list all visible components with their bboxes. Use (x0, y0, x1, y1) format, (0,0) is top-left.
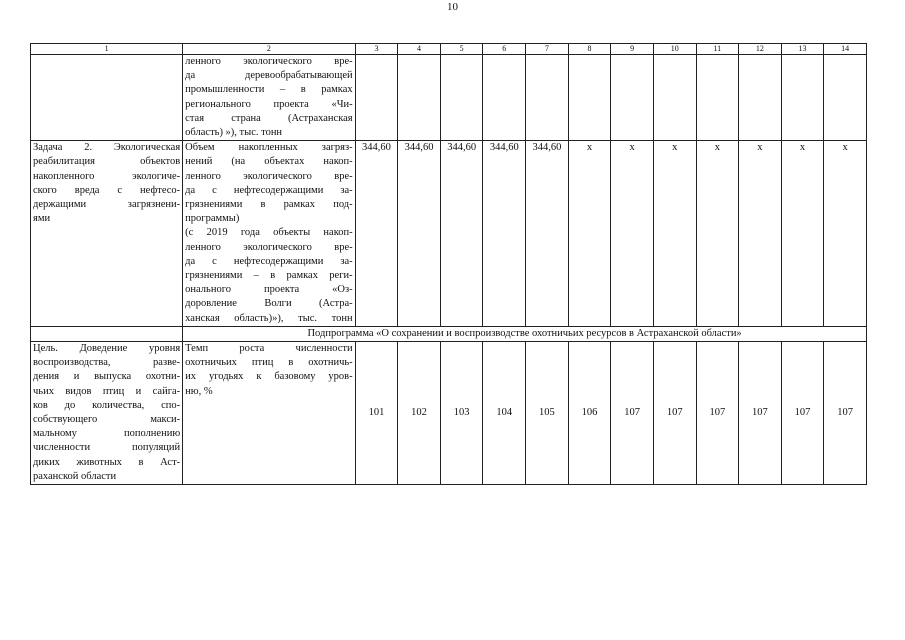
text-line: промышленности – в рамках (185, 84, 353, 96)
column-number: 7 (526, 44, 569, 55)
value-cell: x (653, 141, 696, 327)
text-line: численности популяций (33, 442, 181, 454)
text-line: ленного экологического вре- (185, 56, 353, 67)
value-cell: 107 (739, 342, 782, 485)
text-line: ню, % (185, 385, 213, 397)
value-cell: 103 (440, 342, 483, 485)
value-cell: x (611, 141, 654, 327)
text-line: воспроизводства, разве- (33, 357, 181, 369)
text-line: нений (на объектах накоп- (185, 156, 353, 168)
text-line: онального проекта «Оз- (185, 284, 353, 296)
text-line: программы) (185, 213, 240, 225)
value-cell: 107 (824, 342, 867, 485)
text-line: доровление Волги (Астра- (185, 298, 353, 310)
text-line: да с нефтесодержащими за- (185, 255, 353, 267)
text-line: реабилитация объектов (33, 156, 181, 168)
value-cell (440, 55, 483, 141)
value-cell (355, 55, 398, 141)
value-cell (781, 55, 824, 141)
subprogram-title: Подпрограмма «О сохранении и воспроизводстве охотничьих ресурсов в Астраханской области» (183, 326, 867, 341)
text-line: Темп роста численности (185, 343, 353, 355)
task2-indicator-cell (183, 141, 355, 327)
text-line: ями (33, 213, 51, 225)
text-line: Цель. Доведение уровня (33, 343, 181, 355)
value-cell (653, 55, 696, 141)
value-cell: 344,60 (355, 141, 398, 327)
text-line: область) »), тыс. тонн (185, 127, 283, 139)
value-cell (739, 55, 782, 141)
value-cell: 107 (611, 342, 654, 485)
text-line: охотничьих птиц в охотничь- (185, 357, 353, 369)
text-line: ленного экологического вре- (185, 170, 353, 182)
text-line: их угодьях к базовому уров- (185, 371, 353, 383)
value-cell (824, 55, 867, 141)
text-line: да с нефтесодержащими за- (185, 184, 353, 196)
value-cell (526, 55, 569, 141)
task2-row (31, 141, 867, 327)
column-number: 6 (483, 44, 526, 55)
value-cell (568, 55, 611, 141)
text-line: раханской области (33, 470, 117, 482)
text-line: грязнениями в рамках под- (185, 199, 353, 211)
column-number: 4 (398, 44, 441, 55)
value-cell: 107 (781, 342, 824, 485)
column-number: 14 (824, 44, 867, 55)
text-line: (с 2019 года объекты накоп- (185, 227, 353, 239)
subprogram-blank-cell (31, 326, 183, 341)
text-line: грязнениями – в рамках реги- (185, 270, 353, 282)
value-cell (696, 55, 739, 141)
value-cell: 107 (696, 342, 739, 485)
value-cell (483, 55, 526, 141)
value-cell: 344,60 (398, 141, 441, 327)
value-cell: 106 (568, 342, 611, 485)
value-cell (398, 55, 441, 141)
value-cell: 101 (355, 342, 398, 485)
text-line: собствующего макси- (33, 414, 181, 426)
column-number: 11 (696, 44, 739, 55)
continuation-indicator-cell (183, 55, 355, 141)
text-line: регионального проекта «Чи- (185, 98, 353, 110)
value-cell: x (696, 141, 739, 327)
task2-goal-cell (31, 141, 183, 327)
value-cell: 107 (653, 342, 696, 485)
value-cell: 102 (398, 342, 441, 485)
column-number: 12 (739, 44, 782, 55)
page-number: 10 (447, 1, 458, 13)
column-number: 3 (355, 44, 398, 55)
text-line: диких животных в Аст- (33, 456, 181, 468)
subprogram-row (31, 326, 867, 341)
text-line: держащими загрязнени- (33, 199, 181, 211)
text-line: Объем накопленных загряз- (185, 142, 353, 154)
goal-cell (31, 342, 183, 485)
column-number: 9 (611, 44, 654, 55)
column-number: 2 (183, 44, 355, 55)
continuation-row (31, 55, 867, 141)
text-line: ленного экологического вре- (185, 241, 353, 253)
text-line: мальному пополнению (33, 428, 181, 440)
text-line: да деревообрабатывающей (185, 70, 353, 82)
value-cell: x (739, 141, 782, 327)
goal-indicator-cell (183, 342, 355, 485)
column-number: 13 (781, 44, 824, 55)
text-line: накопленного экологиче- (33, 170, 181, 182)
goal-row (31, 342, 867, 485)
value-cell: 105 (526, 342, 569, 485)
indicators-table (30, 43, 867, 485)
text-line: чьих видов птиц и сайга- (33, 385, 181, 397)
value-cell: 344,60 (526, 141, 569, 327)
value-cell: x (568, 141, 611, 327)
value-cell: 344,60 (483, 141, 526, 327)
text-line: дения и выпуска охотни- (33, 371, 181, 383)
continuation-col1-cell (31, 55, 183, 141)
text-line: Задача 2. Экологическая (33, 142, 181, 154)
value-cell: x (781, 141, 824, 327)
text-line: ского вреда с нефтесо- (33, 184, 181, 196)
column-number: 8 (568, 44, 611, 55)
value-cell (611, 55, 654, 141)
value-cell: 104 (483, 342, 526, 485)
text-line: стая страна (Астраханская (185, 112, 353, 124)
text-line: ков до количества, спо- (33, 399, 181, 411)
value-cell: 344,60 (440, 141, 483, 327)
column-number-row (31, 44, 867, 55)
column-number: 10 (653, 44, 696, 55)
column-number: 1 (31, 44, 183, 55)
column-number: 5 (440, 44, 483, 55)
text-line: ханская область)»), тыс. тонн (185, 312, 353, 324)
value-cell: x (824, 141, 867, 327)
